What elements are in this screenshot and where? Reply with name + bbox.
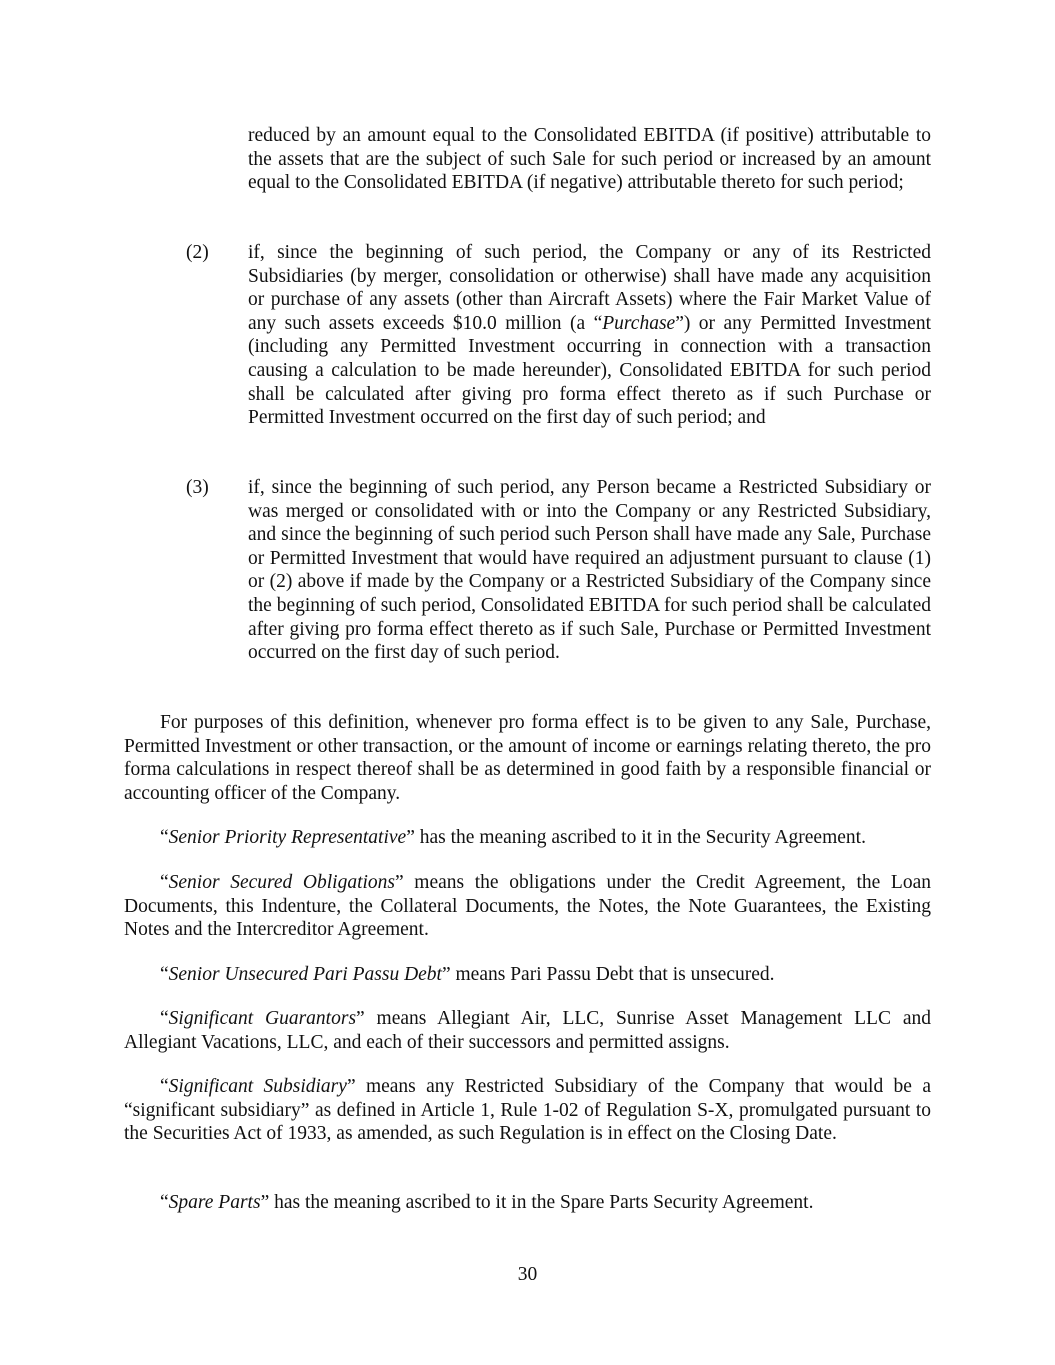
definition-significant-subsidiary: “Significant Subsidiary” means any Restricted Subsidiary of the Company that would be a “significant subsidiary” as defined in Article 1, Rule 1-02 of Regulation S-X, promulgated pursuant to the Securities Act of 1933, as amended, as such Regulation is in effect on the Closing Date. [124,1076,931,1145]
definition-spare-parts: “Spare Parts” has the meaning ascribed to it in the Spare Parts Security Agreement. [160,1192,814,1213]
clause-number-3: (3) [186,477,209,498]
clause-number-2: (2) [186,242,209,263]
clause-1-continuation: reduced by an amount equal to the Consolidated EBITDA (if positive) attributable to the assets that are the subject of such Sale for such period or increased by an amount equal to the Consolidated EBITDA (if negative) attributable thereto for such period; [248,125,931,194]
definition-senior-unsecured-pari-passu-debt: “Senior Unsecured Pari Passu Debt” means Pari Passu Debt that is unsecured. [160,964,775,985]
definition-senior-secured-obligations: “Senior Secured Obligations” means the obligations under the Credit Agreement, the Loan Documents, this Indenture, the Collateral Documents, the Notes, the Note Guarantees, the Existing Notes and the Intercreditor Agreement. [124,872,931,941]
clause-3-text: if, since the beginning of such period, any Person became a Restricted Subsidiary or was merged or consolidated with or into the Company or any Restricted Subsidiary, and since the beginning of such period such Person shall have made any Sale, Purchase or Permitted Investment that would have required an adjustment pursuant to clause (1) or (2) above if made by the Company or a Restricted Subsidiary of the Company since the beginning of such period, Consolidated EBITDA for such period shall be calculated after giving pro forma effect thereto as if such Sale, Purchase or Permitted Investment occurred on the first day of such period. [248,477,931,664]
page-number: 30 [517,1264,538,1285]
clause-2-text: if, since the beginning of such period, the Company or any of its Restricted Subsidiaries (by merger, consolidation or otherwise) shall have made any acquisition or purchase of any assets (other than Aircraft Assets) where the Fair Market Value of any such assets exceeds $10.0 million (a “Purchase”) or any Permitted Investment (including any Permitted Investment occurring in connection with a transaction causing a calculation to be made hereunder), Consolidated EBITDA for such period shall be calculated after giving pro forma effect thereto as if such Purchase or Permitted Investment occurred on the first day of such period; and [248,242,932,429]
defined-term-purchase: Purchase [602,312,676,334]
definition-significant-guarantors: “Significant Guarantors” means Allegiant Air, LLC, Sunrise Asset Management LLC and Allegiant Vacations, LLC, and each of their successors and permitted assigns. [124,1008,931,1053]
definition-senior-priority-representative: “Senior Priority Representative” has the meaning ascribed to it in the Security Agreement. [160,827,866,848]
purposes-paragraph: For purposes of this definition, whenever pro forma effect is to be given to any Sale, Purchase, Permitted Investment or other transaction, or the amount of income or earnings relating thereto, the pro forma calculations in respect thereof shall be as determined in good faith by a responsible financial or accounting officer of the Company. [124,712,931,804]
